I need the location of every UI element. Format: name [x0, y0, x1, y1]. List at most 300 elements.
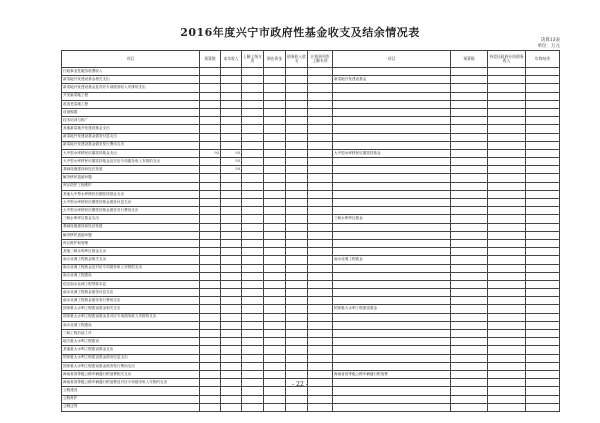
row-income	[221, 248, 242, 256]
row-higher-subsidy	[242, 362, 264, 370]
row-transfer-in	[264, 117, 286, 125]
row-final-spend	[526, 354, 560, 362]
row-debt-revenue	[286, 403, 308, 411]
row-debt-revenue	[286, 338, 308, 346]
row-transfer-next	[308, 207, 333, 215]
table-row	[62, 76, 560, 84]
row-budget	[200, 264, 221, 272]
row-debt-revenue	[286, 313, 308, 321]
table-row	[62, 84, 560, 92]
row-item-right	[333, 182, 451, 190]
row-budget	[200, 403, 221, 411]
row-transfer-next	[308, 297, 333, 305]
row-debt-revenue	[286, 248, 308, 256]
row-transfer-in	[264, 297, 286, 305]
row-higher-subsidy	[242, 313, 264, 321]
row-item-right	[333, 387, 451, 395]
row-carryover	[488, 338, 526, 346]
row-income	[221, 370, 242, 378]
row-carryover	[488, 354, 526, 362]
row-carryover	[488, 166, 526, 174]
row-budget-right	[451, 264, 488, 272]
row-item-left: 大中型水库移民后期扶持基金债务付息支出	[62, 199, 200, 207]
table-row	[62, 166, 560, 174]
table-row	[62, 207, 560, 215]
row-budget	[200, 239, 221, 247]
row-budget	[200, 100, 221, 108]
row-final-spend	[526, 125, 560, 133]
row-debt-revenue	[286, 76, 308, 84]
row-item-left: 基础设施建设和经济发展	[62, 166, 200, 174]
row-transfer-in	[264, 362, 286, 370]
row-debt-revenue	[286, 297, 308, 305]
row-item-left: 其他新菜地开发建设基金支出	[62, 125, 200, 133]
row-income	[221, 190, 242, 198]
row-item-right	[333, 92, 451, 100]
row-debt-revenue	[286, 256, 308, 264]
table-row	[62, 231, 560, 239]
row-debt-revenue	[286, 280, 308, 288]
row-transfer-in	[264, 338, 286, 346]
row-transfer-next	[308, 305, 333, 313]
row-debt-revenue	[286, 108, 308, 116]
row-transfer-next	[308, 199, 333, 207]
row-income	[221, 280, 242, 288]
row-budget-right	[451, 248, 488, 256]
row-budget	[200, 68, 221, 76]
row-item-right	[333, 313, 451, 321]
row-final-spend	[526, 76, 560, 84]
table-row	[62, 313, 560, 321]
row-higher-subsidy	[242, 207, 264, 215]
row-final-spend	[526, 289, 560, 297]
row-item-right	[333, 354, 451, 362]
row-item-left: 新菜地开发建设基金及对应专项债务收入安排的支出	[62, 84, 200, 92]
table-row	[62, 289, 560, 297]
row-income	[221, 100, 242, 108]
row-budget-right	[451, 223, 488, 231]
row-transfer-in	[264, 108, 286, 116]
row-transfer-next	[308, 84, 333, 92]
row-budget	[200, 174, 221, 182]
row-income	[221, 231, 242, 239]
table-row	[62, 182, 560, 190]
row-income: 93	[221, 149, 242, 157]
row-item-right	[333, 264, 451, 272]
row-income	[221, 330, 242, 338]
table-row	[62, 264, 560, 272]
row-income	[221, 239, 242, 247]
row-budget	[200, 215, 221, 223]
row-carryover	[488, 223, 526, 231]
row-income	[221, 215, 242, 223]
row-higher-subsidy	[242, 215, 264, 223]
row-budget-right	[451, 387, 488, 395]
row-item-right	[333, 158, 451, 166]
row-carryover	[488, 305, 526, 313]
row-higher-subsidy	[242, 182, 264, 190]
row-budget	[200, 108, 221, 116]
row-budget	[200, 346, 221, 354]
row-budget	[200, 125, 221, 133]
row-budget-right	[451, 68, 488, 76]
header-carryover: 待偿还政府专项债务收入	[488, 51, 526, 68]
row-debt-revenue	[286, 346, 308, 354]
row-budget-right	[451, 149, 488, 157]
row-carryover	[488, 182, 526, 190]
row-carryover	[488, 321, 526, 329]
row-carryover	[488, 362, 526, 370]
row-budget-right	[451, 256, 488, 264]
row-budget	[200, 313, 221, 321]
header-current-revenue: 本年收入	[221, 51, 242, 68]
row-debt-revenue	[286, 223, 308, 231]
row-budget	[200, 248, 221, 256]
row-final-spend	[526, 239, 560, 247]
table-row	[62, 256, 560, 264]
row-item-right	[333, 346, 451, 354]
row-final-spend	[526, 387, 560, 395]
row-budget: 93	[200, 149, 221, 157]
row-item-left: 其他重大水利工程建设基金支出	[62, 346, 200, 354]
row-income: 93	[221, 158, 242, 166]
row-item-left: 库区防护工程维护	[62, 182, 200, 190]
row-budget-right	[451, 117, 488, 125]
row-transfer-in	[264, 346, 286, 354]
row-higher-subsidy	[242, 92, 264, 100]
table-row	[62, 395, 560, 403]
row-carryover	[488, 231, 526, 239]
row-final-spend	[526, 174, 560, 182]
row-budget	[200, 330, 221, 338]
row-final-spend	[526, 338, 560, 346]
row-debt-revenue	[286, 231, 308, 239]
row-transfer-in	[264, 239, 286, 247]
row-item-right: 三峡水库库区基金	[333, 215, 451, 223]
row-income	[221, 403, 242, 411]
row-debt-revenue	[286, 387, 308, 395]
row-budget	[200, 190, 221, 198]
row-income	[221, 125, 242, 133]
row-higher-subsidy	[242, 149, 264, 157]
row-item-left: 解决移民遗留问题	[62, 231, 200, 239]
row-transfer-in	[264, 182, 286, 190]
row-debt-revenue	[286, 395, 308, 403]
row-income	[221, 346, 242, 354]
row-higher-subsidy	[242, 346, 264, 354]
row-final-spend	[526, 100, 560, 108]
row-transfer-in	[264, 215, 286, 223]
row-budget-right	[451, 100, 488, 108]
row-final-spend	[526, 395, 560, 403]
row-item-right	[333, 223, 451, 231]
row-budget-right	[451, 158, 488, 166]
table-row	[62, 370, 560, 378]
row-transfer-in	[264, 92, 286, 100]
row-item-left: 南水北调工程基金相关支出	[62, 256, 200, 264]
row-item-right	[333, 108, 451, 116]
row-carryover	[488, 133, 526, 141]
row-debt-revenue	[286, 100, 308, 108]
row-transfer-in	[264, 76, 286, 84]
row-transfer-in	[264, 68, 286, 76]
row-item-right	[333, 133, 451, 141]
row-budget	[200, 387, 221, 395]
row-item-right	[333, 207, 451, 215]
row-carryover	[488, 68, 526, 76]
row-item-right: 海南省高等级公路车辆通行附加费	[333, 370, 451, 378]
row-item-right	[333, 395, 451, 403]
row-higher-subsidy	[242, 133, 264, 141]
row-item-right	[333, 272, 451, 280]
row-item-right	[333, 330, 451, 338]
row-income	[221, 108, 242, 116]
row-debt-revenue	[286, 272, 308, 280]
table-row	[62, 239, 560, 247]
row-higher-subsidy	[242, 76, 264, 84]
row-debt-revenue	[286, 84, 308, 92]
row-transfer-in	[264, 272, 286, 280]
row-debt-revenue	[286, 362, 308, 370]
row-item-right: 国家重大水利工程建设基金	[333, 305, 451, 313]
row-transfer-next	[308, 387, 333, 395]
row-budget-right	[451, 272, 488, 280]
row-transfer-next	[308, 158, 333, 166]
row-higher-subsidy	[242, 403, 264, 411]
row-higher-subsidy	[242, 395, 264, 403]
table-row	[62, 403, 560, 411]
row-carryover	[488, 346, 526, 354]
row-carryover	[488, 125, 526, 133]
row-budget	[200, 84, 221, 92]
row-item-left: 公路还贷	[62, 403, 200, 411]
row-transfer-in	[264, 313, 286, 321]
row-transfer-in	[264, 370, 286, 378]
table-row	[62, 338, 560, 346]
row-item-right	[333, 321, 451, 329]
row-debt-revenue	[286, 166, 308, 174]
row-carryover	[488, 215, 526, 223]
row-higher-subsidy	[242, 370, 264, 378]
table-row	[62, 108, 560, 116]
row-higher-subsidy	[242, 239, 264, 247]
row-budget	[200, 272, 221, 280]
row-transfer-next	[308, 215, 333, 223]
header-transfer-next: 计划单列市上解专项	[308, 51, 333, 68]
row-final-spend	[526, 84, 560, 92]
row-debt-revenue	[286, 321, 308, 329]
row-budget	[200, 199, 221, 207]
row-carryover	[488, 264, 526, 272]
row-carryover	[488, 190, 526, 198]
row-budget-right	[451, 313, 488, 321]
row-transfer-next	[308, 395, 333, 403]
row-income	[221, 207, 242, 215]
row-item-right	[333, 68, 451, 76]
row-transfer-in	[264, 190, 286, 198]
row-budget-right	[451, 133, 488, 141]
row-income	[221, 92, 242, 100]
row-item-right	[333, 239, 451, 247]
row-transfer-next	[308, 125, 333, 133]
row-transfer-in	[264, 256, 286, 264]
row-final-spend	[526, 190, 560, 198]
header-item-right: 项目	[333, 51, 451, 68]
row-transfer-next	[308, 346, 333, 354]
row-higher-subsidy	[242, 297, 264, 305]
row-carryover	[488, 280, 526, 288]
header-transfer-in: 调出资金	[264, 51, 286, 68]
row-income	[221, 297, 242, 305]
row-carryover	[488, 289, 526, 297]
row-item-right	[333, 174, 451, 182]
row-item-left: 公路建设	[62, 387, 200, 395]
table-row	[62, 174, 560, 182]
row-item-right	[333, 280, 451, 288]
row-budget	[200, 370, 221, 378]
row-debt-revenue	[286, 207, 308, 215]
row-budget-right	[451, 239, 488, 247]
row-transfer-next	[308, 272, 333, 280]
row-carryover	[488, 158, 526, 166]
row-final-spend	[526, 346, 560, 354]
row-income	[221, 199, 242, 207]
header-debt-revenue: 债务收入收支	[286, 51, 308, 68]
row-item-left: 库区维护和管理	[62, 239, 200, 247]
row-budget	[200, 297, 221, 305]
row-item-left: 基础设施建设和经济发展	[62, 223, 200, 231]
row-transfer-next	[308, 256, 333, 264]
row-income	[221, 289, 242, 297]
header-item-left: 项目	[62, 51, 200, 68]
row-item-left: 南水北调工程建设	[62, 272, 200, 280]
row-income	[221, 141, 242, 149]
row-item-left: 设备购置	[62, 108, 200, 116]
table-row	[62, 141, 560, 149]
row-higher-subsidy	[242, 117, 264, 125]
row-item-left: 国家重大水利工程建设基金债务发行费用支出	[62, 362, 200, 370]
row-higher-subsidy	[242, 199, 264, 207]
row-item-right	[333, 297, 451, 305]
table-row	[62, 92, 560, 100]
row-transfer-next	[308, 231, 333, 239]
row-higher-subsidy	[242, 68, 264, 76]
row-income	[221, 223, 242, 231]
table-row	[62, 223, 560, 231]
row-carryover	[488, 395, 526, 403]
row-budget	[200, 76, 221, 84]
row-budget-right	[451, 174, 488, 182]
table-row	[62, 362, 560, 370]
row-income	[221, 264, 242, 272]
table-body	[62, 68, 560, 412]
row-final-spend	[526, 248, 560, 256]
row-item-right	[333, 190, 451, 198]
row-budget-right	[451, 207, 488, 215]
row-debt-revenue	[286, 92, 308, 100]
row-transfer-in	[264, 264, 286, 272]
page-number: - 22 -	[292, 381, 308, 388]
row-higher-subsidy	[242, 158, 264, 166]
row-transfer-next	[308, 100, 333, 108]
header-budget-right: 预算数	[451, 51, 488, 68]
table-row	[62, 305, 560, 313]
row-transfer-in	[264, 280, 286, 288]
row-final-spend	[526, 166, 560, 174]
row-income	[221, 182, 242, 190]
row-higher-subsidy	[242, 125, 264, 133]
row-budget-right	[451, 84, 488, 92]
header-budget: 预算数	[200, 51, 221, 68]
row-income	[221, 338, 242, 346]
row-item-right	[333, 166, 451, 174]
row-carryover	[488, 174, 526, 182]
row-budget	[200, 321, 221, 329]
row-item-left: 开发新菜地工程	[62, 92, 200, 100]
row-budget	[200, 207, 221, 215]
row-carryover	[488, 199, 526, 207]
row-item-left: 其他三峡水库库区基金支出	[62, 248, 200, 256]
row-transfer-next	[308, 330, 333, 338]
row-item-left: 新菜地开发建设基金债务发行费用支出	[62, 141, 200, 149]
table-row	[62, 125, 560, 133]
row-final-spend	[526, 215, 560, 223]
row-budget-right	[451, 280, 488, 288]
table-row	[62, 68, 560, 76]
page-title: 2016年度兴宁市政府性基金收支及结余情况表	[180, 26, 420, 39]
table-row	[62, 215, 560, 223]
row-transfer-in	[264, 133, 286, 141]
row-transfer-next	[308, 313, 333, 321]
row-item-left: 南水北调工程建设	[62, 321, 200, 329]
row-carryover	[488, 297, 526, 305]
row-budget-right	[451, 395, 488, 403]
table-row	[62, 158, 560, 166]
row-higher-subsidy	[242, 190, 264, 198]
row-income	[221, 387, 242, 395]
row-transfer-in	[264, 387, 286, 395]
row-final-spend	[526, 149, 560, 157]
row-item-left: 技术培训与推广	[62, 117, 200, 125]
row-budget-right	[451, 403, 488, 411]
row-higher-subsidy	[242, 248, 264, 256]
row-item-left: 国家重大水利工程建设基金债务付息支出	[62, 354, 200, 362]
row-carryover	[488, 256, 526, 264]
row-higher-subsidy	[242, 289, 264, 297]
row-item-right: 大中型水库移民后期扶持基金	[333, 149, 451, 157]
row-debt-revenue	[286, 239, 308, 247]
row-item-left: 行政事业性服务收费收入	[62, 68, 200, 76]
row-transfer-in	[264, 84, 286, 92]
row-budget-right	[451, 346, 488, 354]
header-higher-subsidy: 上解上级支出	[242, 51, 264, 68]
row-budget	[200, 158, 221, 166]
row-higher-subsidy	[242, 174, 264, 182]
row-transfer-in	[264, 166, 286, 174]
row-transfer-next	[308, 321, 333, 329]
row-budget-right	[451, 141, 488, 149]
row-item-left: 新菜地开发建设基金相关支出	[62, 76, 200, 84]
row-higher-subsidy	[242, 330, 264, 338]
row-item-left: 海南省高等级公路车辆通行附加费相关支出	[62, 370, 200, 378]
row-higher-subsidy	[242, 272, 264, 280]
row-item-left: 南水北调工程基金债务付息支出	[62, 289, 200, 297]
row-transfer-next	[308, 141, 333, 149]
row-carryover	[488, 207, 526, 215]
row-transfer-next	[308, 182, 333, 190]
row-carryover	[488, 330, 526, 338]
row-debt-revenue	[286, 158, 308, 166]
